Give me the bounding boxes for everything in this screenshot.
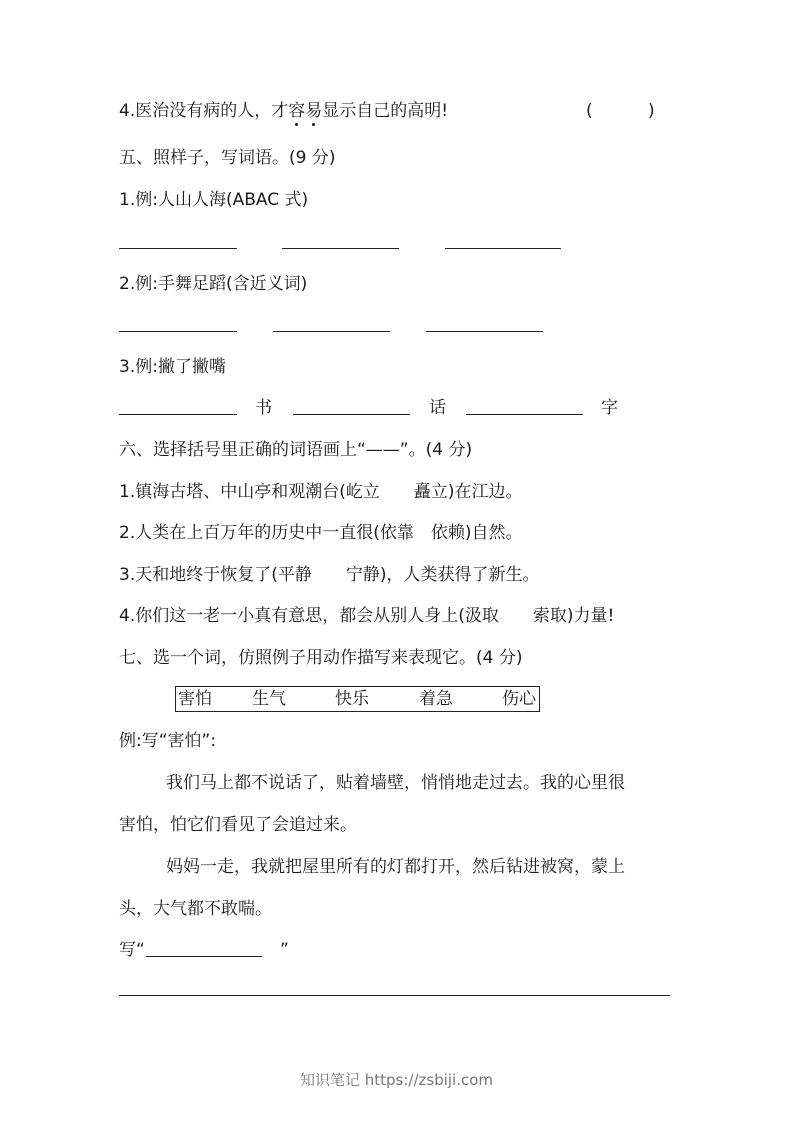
section-6-item-3: 3.天和地终于恢复了(平静 宁静)，人类获得了新生。 xyxy=(119,565,540,585)
section-6-item-1: 1.镇海古塔、中山亭和观潮台(屹立 矗立)在江边。 xyxy=(119,482,523,502)
word-choice-box xyxy=(175,686,540,712)
section-5-example-1: 1.例:人山人海(ABAC 式) xyxy=(119,190,309,210)
section-5-example-2: 2.例:手舞足蹈(含近义词) xyxy=(119,274,308,294)
answer-blank-5-1b[interactable] xyxy=(282,248,399,249)
write-prompt-open: 写“ xyxy=(119,940,145,960)
answer-writing-line[interactable] xyxy=(119,995,670,996)
question-4-text-post: 显示自己的高明! xyxy=(322,101,449,121)
write-topic-blank[interactable] xyxy=(146,956,262,957)
suffix-word-3: 字 xyxy=(601,398,618,418)
answer-paren-open: ( xyxy=(586,101,593,121)
answer-blank-5-3c[interactable] xyxy=(466,414,583,415)
section-6-item-4: 4.你们这一老一小真有意思，都会从别人身上(汲取 索取)力量! xyxy=(119,606,615,626)
section-5-example-3: 3.例:撇了撇嘴 xyxy=(119,357,226,377)
answer-blank-5-2c[interactable] xyxy=(426,331,543,332)
answer-blank-5-1a[interactable] xyxy=(119,248,237,249)
section-6-heading: 六、选择括号里正确的词语画上“——”。(4 分) xyxy=(119,440,473,460)
example-para-1-line-2: 害怕，怕它们看见了会追过来。 xyxy=(119,815,357,835)
answer-blank-5-3a[interactable] xyxy=(119,414,237,415)
word-choice-3[interactable]: 快乐 xyxy=(335,689,369,709)
page-footer: 知识笔记 https://zsbiji.com xyxy=(299,1071,494,1089)
word-choice-5[interactable]: 伤心 xyxy=(502,689,536,709)
answer-blank-5-1c[interactable] xyxy=(445,248,561,249)
example-para-2-line-1: 妈妈一走，我就把屋里所有的灯都打开，然后钻进被窝，蒙上 xyxy=(166,857,625,877)
example-para-2-line-2: 头，大气都不敢喘。 xyxy=(119,899,272,919)
answer-paren-close: ) xyxy=(648,101,655,121)
question-4-statement xyxy=(119,99,448,123)
word-choice-2[interactable]: 生气 xyxy=(252,689,286,709)
question-4-text-pre: 4.医治没有病的人，才 xyxy=(119,101,289,121)
answer-blank-5-2b[interactable] xyxy=(273,331,390,332)
word-choice-1[interactable]: 害怕 xyxy=(178,689,212,709)
example-label: 例:写“害怕”: xyxy=(119,731,217,751)
example-para-1-line-1: 我们马上都不说话了，贴着墙壁，悄悄地走过去。我的心里很 xyxy=(166,773,625,793)
section-6-item-2: 2.人类在上百万年的历史中一直很(依靠 依赖)自然。 xyxy=(119,523,523,543)
word-choice-4[interactable]: 着急 xyxy=(419,689,453,709)
suffix-word-1: 书 xyxy=(255,398,272,418)
section-5-heading: 五、照样子，写词语。(9 分) xyxy=(119,148,336,168)
answer-blank-5-2a[interactable] xyxy=(119,331,237,332)
answer-blank-5-3b[interactable] xyxy=(293,414,410,415)
dotted-char-2: 易 xyxy=(305,101,323,121)
section-7-heading: 七、选一个词，仿照例子用动作描写来表现它。(4 分) xyxy=(119,648,523,668)
suffix-word-2: 话 xyxy=(429,398,446,418)
dotted-char-1: 容 xyxy=(288,101,306,121)
write-prompt-close: ” xyxy=(280,940,289,960)
